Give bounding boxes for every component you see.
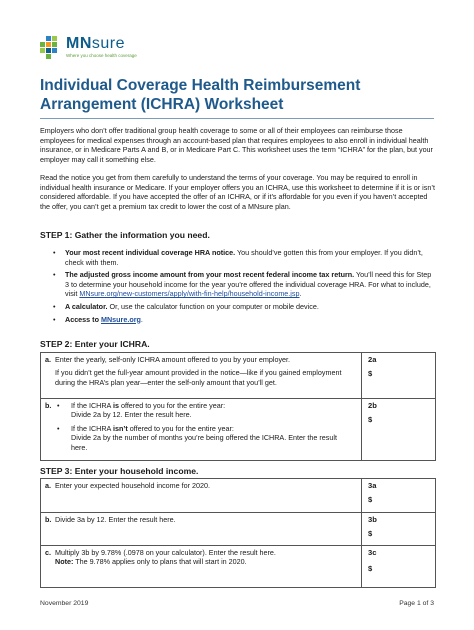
table-row xyxy=(41,353,435,398)
bullet-dot: • xyxy=(53,314,56,324)
bullet-4-bold: Access to xyxy=(65,314,101,324)
row-2b-main xyxy=(41,399,362,460)
household-income-link[interactable]: MNsure.org/new-customers/apply/with-fin-help/household-income.jsp xyxy=(79,289,300,299)
footer-page-number: Page 1 of 3 xyxy=(399,600,434,607)
row-3c-label: c. xyxy=(45,548,51,557)
title-divider xyxy=(40,118,434,119)
dollar-3b: $ xyxy=(368,529,373,538)
logo-sure: sure xyxy=(91,35,126,52)
code-3a: 3a xyxy=(368,481,377,490)
mnsure-link[interactable]: MNsure.org xyxy=(100,314,141,324)
bullet-3-bold: A calculator. xyxy=(65,301,108,311)
row-2b-entry[interactable] xyxy=(362,399,435,460)
dollar-3c: $ xyxy=(368,564,373,573)
row-3a-main xyxy=(41,479,362,512)
row-3b-text: Divide 3a by 12. Enter the result here. xyxy=(55,515,176,524)
table-row xyxy=(41,545,435,587)
step1-heading: STEP 1: Gather the information you need. xyxy=(40,230,210,240)
intro-paragraph-2: Read the notice you get from them carefully to understand the terms of your coverage. You may be required to enroll in individual health insurance or Medicare. If your employer offers you an ICHRA, use this worksheet to determine if it is or isn’t considered affordable. If you have accepted the offer of an ICHRA, or if it’s affordable for you even if you haven’t accepted the offer, you can’t get a premium tax credit to lower the cost of a MNsure plan. xyxy=(40,173,435,211)
row-2a-label: a. xyxy=(45,355,51,364)
bullet-dot: • xyxy=(53,301,56,311)
bullet-4-end: . xyxy=(140,314,143,324)
row-2b-option-1-pre: If the ICHRA xyxy=(71,401,113,410)
row-2b-option-2-instructions: Divide 2a by the number of months you’re being offered the ICHRA. Enter the result here. xyxy=(71,433,337,452)
bullet-1-text: You should’ve gotten this from your employer. If you didn’t, check with them. xyxy=(65,248,423,267)
row-2b-option-1-bold: is xyxy=(112,401,119,410)
row-3b-label: b. xyxy=(45,515,52,524)
bullet-2-text: You’ll need this for Step 3 to determine your household income for the year you’re offered the individual coverage HRA. For what to include, visit xyxy=(65,270,432,299)
list-item xyxy=(40,302,436,312)
dollar-3a: $ xyxy=(368,495,373,504)
code-3c: 3c xyxy=(368,548,377,557)
bullet-2-bold: The adjusted gross income amount from your most recent federal income tax return. xyxy=(65,270,355,280)
bullet-dot: • xyxy=(53,248,56,257)
bullet-dot: • xyxy=(53,270,56,280)
list-item xyxy=(40,248,436,267)
logo-mn: MN xyxy=(66,35,92,52)
row-2b-option-2-pre: If the ICHRA xyxy=(71,424,113,433)
row-2b-option-2-bold: isn’t xyxy=(112,424,128,433)
row-2b-option-1-post: offered to you for the entire year: xyxy=(118,401,226,410)
row-3b-main xyxy=(41,513,362,546)
bullet-2-end: . xyxy=(299,289,302,299)
row-3c-note-text: The 9.78% applies only to plans that will start in 2020. xyxy=(73,557,247,566)
logo-tagline: Where you choose health coverage xyxy=(66,53,137,58)
code-2a: 2a xyxy=(368,355,377,364)
table-row xyxy=(41,398,435,460)
page-title: Individual Coverage Health Reimbursement Arrangement (ICHRA) Worksheet xyxy=(40,77,361,113)
row-2b-label: b. xyxy=(45,401,52,410)
step3-table xyxy=(40,478,436,588)
step2-table xyxy=(40,352,436,461)
row-3c-text: Multiply 3b by 9.78% (.0978 on your calculator). Enter the result here. xyxy=(55,548,276,557)
step2-heading: STEP 2: Enter your ICHRA. xyxy=(40,339,150,349)
row-3c-note-bold: Note: xyxy=(55,557,74,566)
bullet-dot: • xyxy=(57,424,60,433)
row-3c-entry[interactable] xyxy=(362,546,435,587)
row-2b-option-2-post: offered to you for the entire year: xyxy=(127,424,234,433)
list-item xyxy=(40,315,436,325)
row-3c-note xyxy=(55,557,355,567)
row-2a-text-2: If you didn’t get the full-year amount provided in the notice—like if you gained employment during the HRA’s plan year—enter the self-only amount that you’ll get. xyxy=(55,368,342,387)
list-item xyxy=(40,270,436,299)
step1-list xyxy=(40,248,436,327)
table-row xyxy=(41,479,435,512)
code-2b: 2b xyxy=(368,401,377,410)
step3-heading: STEP 3: Enter your household income. xyxy=(40,466,199,476)
row-3a-text: Enter your expected household income for 2020. xyxy=(55,481,211,490)
row-2a-text: Enter the yearly, self-only ICHRA amount offered to you by your employer. xyxy=(55,355,291,364)
bullet-3-text: Or, use the calculator function on your computer or mobile device. xyxy=(107,301,319,311)
bullet-1-bold: Your most recent individual coverage HRA notice. xyxy=(65,248,236,257)
dollar-2a: $ xyxy=(368,369,373,378)
row-2a-entry[interactable] xyxy=(362,353,435,398)
intro-paragraph-1: Employers who don’t offer traditional group health coverage to some or all of their employees can reimburse those employees for medical expenses through an account-based plan that requires employees to also enroll in individual health insurance, or in Medicare Parts A and B, or in Medicare Part C. This worksheet uses the term “ICHRA” for the plan, but your employer may call it something else. xyxy=(40,126,433,164)
footer-date: November 2019 xyxy=(40,600,89,607)
row-3a-entry[interactable] xyxy=(362,479,435,512)
row-3b-entry[interactable] xyxy=(362,513,435,546)
row-3c-main xyxy=(41,546,362,587)
dollar-2b: $ xyxy=(368,415,373,424)
table-row xyxy=(41,512,435,546)
row-2b-option-1-instructions: Divide 2a by 12. Enter the result here. xyxy=(71,410,192,419)
code-3b: 3b xyxy=(368,515,377,524)
bullet-dot: • xyxy=(57,401,60,410)
row-3a-label: a. xyxy=(45,481,51,490)
logo-wordmark xyxy=(66,35,125,53)
row-2a-main xyxy=(41,353,362,398)
